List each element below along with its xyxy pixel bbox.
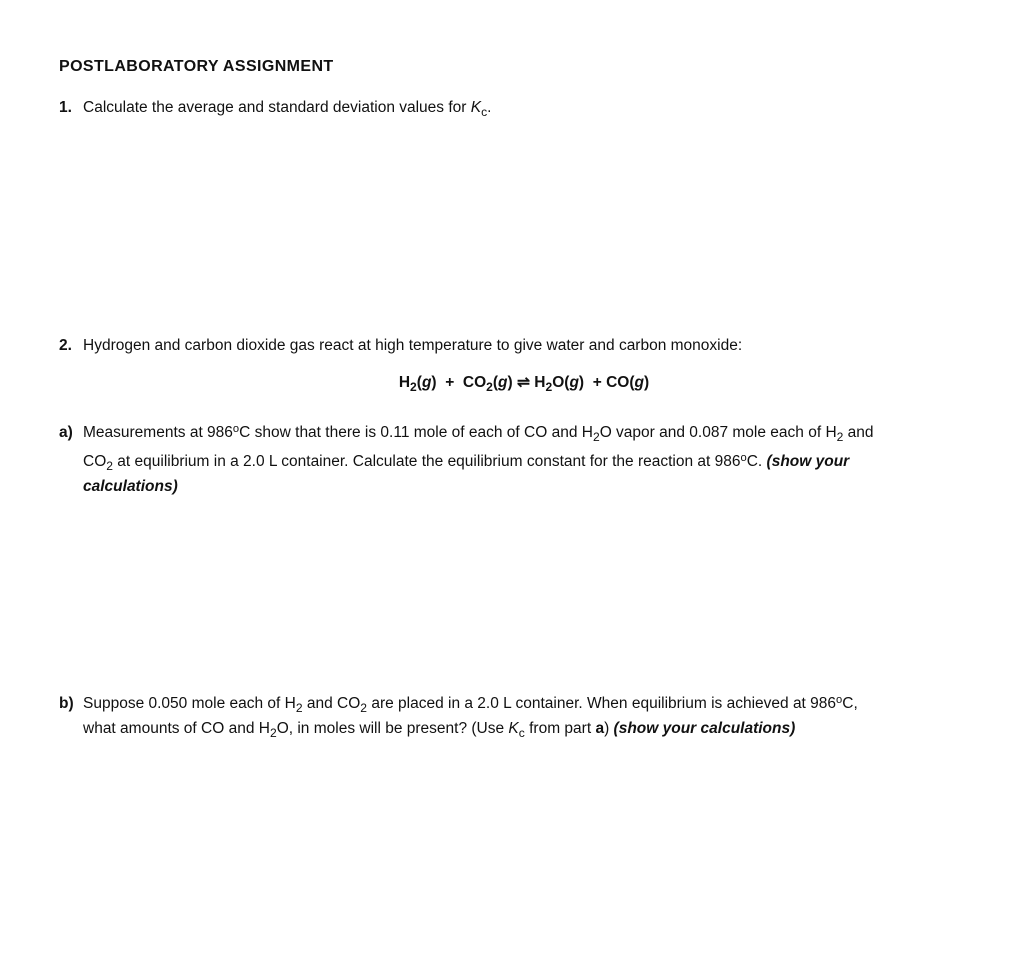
part-a-text: CO xyxy=(83,453,107,470)
question-1-number: 1. xyxy=(59,99,72,116)
subscript-2: 2 xyxy=(360,701,368,716)
question-1-prompt: Calculate the average and standard deviation values for xyxy=(83,99,471,116)
eq-h2o-symbol: H xyxy=(534,374,546,391)
eq-h2o-o: O xyxy=(552,374,565,391)
eq-h2-subscript: 2 xyxy=(410,380,417,395)
eq-paren: ) xyxy=(507,374,513,391)
question-2 xyxy=(0,333,1024,359)
part-b-text: C, xyxy=(842,695,858,712)
part-b-text: ) xyxy=(604,720,614,737)
eq-paren: ( xyxy=(629,374,635,391)
eq-h2-symbol: H xyxy=(398,374,411,391)
question-2-number: 2. xyxy=(59,337,72,354)
part-a-text: C. xyxy=(746,453,767,470)
kc-subscript: c xyxy=(481,105,488,120)
part-a-text: and xyxy=(843,424,874,441)
part-a-label: a) xyxy=(59,424,73,441)
part-b-label: b) xyxy=(59,695,74,712)
page-title: POSTLABORATORY ASSIGNMENT xyxy=(59,58,334,75)
eq-paren: ( xyxy=(564,374,570,391)
eq-paren: ( xyxy=(416,374,422,391)
equilibrium-arrow-icon: ⇌ xyxy=(516,374,530,391)
part-a-text: Measurements at 986 xyxy=(83,424,233,441)
subscript-2: 2 xyxy=(836,430,844,445)
eq-state: g xyxy=(421,374,432,391)
part-a-text: at equilibrium in a 2.0 L container. Calculate the equilibrium constant for the reaction at 986 xyxy=(112,453,741,470)
eq-paren: ) xyxy=(578,374,585,391)
eq-h2o-subscript: 2 xyxy=(545,380,553,395)
question-2-text: Hydrogen and carbon dioxide gas react at high temperature to give water and carbon monoxide: xyxy=(83,337,743,354)
eq-co-symbol: CO xyxy=(606,374,630,391)
kc-symbol: K xyxy=(508,720,519,737)
eq-paren: ( xyxy=(492,374,499,391)
subscript-2: 2 xyxy=(295,701,303,716)
part-b-text: O, in moles will be present? (Use xyxy=(276,720,509,737)
question-1-period: . xyxy=(487,99,492,116)
part-b-text: what amounts of CO and H xyxy=(83,720,270,737)
subscript-2: 2 xyxy=(106,459,113,474)
eq-plus: + xyxy=(445,374,455,391)
subscript-2: 2 xyxy=(269,726,277,741)
part-a-text: C show that there is 0.11 mole of each of CO and H xyxy=(239,424,593,441)
eq-plus: + xyxy=(592,374,602,391)
part-b-text: from part xyxy=(524,720,596,737)
show-calculations-note: (show your calculations) xyxy=(613,720,796,737)
eq-state: g xyxy=(634,374,644,391)
degree-symbol: o xyxy=(740,451,747,464)
part-a-text: O vapor and 0.087 mole each of H xyxy=(599,424,837,441)
part-a-reference: a xyxy=(595,720,605,737)
part-b-line-1 xyxy=(83,691,858,716)
part-b-line-2 xyxy=(83,716,795,741)
reaction-equation xyxy=(0,373,1024,395)
kc-symbol: K xyxy=(470,99,482,116)
degree-symbol: o xyxy=(232,422,240,435)
part-a-line-2 xyxy=(83,449,849,474)
part-b-text: and CO xyxy=(302,695,361,712)
part-a-line-1 xyxy=(83,420,874,445)
question-2a xyxy=(0,420,1024,500)
eq-co2-subscript: 2 xyxy=(486,380,493,395)
degree-symbol: o xyxy=(836,693,843,706)
subscript-2: 2 xyxy=(592,430,600,445)
eq-paren: ) xyxy=(643,374,650,391)
part-b-text: are placed in a 2.0 L container. When equilibrium is achieved at 986 xyxy=(367,695,837,712)
eq-state: g xyxy=(498,374,508,391)
kc-subscript: c xyxy=(518,726,525,741)
eq-state: g xyxy=(569,374,579,391)
part-a-line-3: calculations) xyxy=(83,478,178,495)
question-2b xyxy=(0,691,1024,747)
eq-paren: ) xyxy=(431,374,437,391)
show-calculations-note: (show your xyxy=(766,453,850,470)
question-1-text xyxy=(83,95,491,120)
eq-co2-symbol: CO xyxy=(462,374,487,391)
question-1 xyxy=(0,95,1024,121)
part-b-text: Suppose 0.050 mole each of H xyxy=(83,695,296,712)
